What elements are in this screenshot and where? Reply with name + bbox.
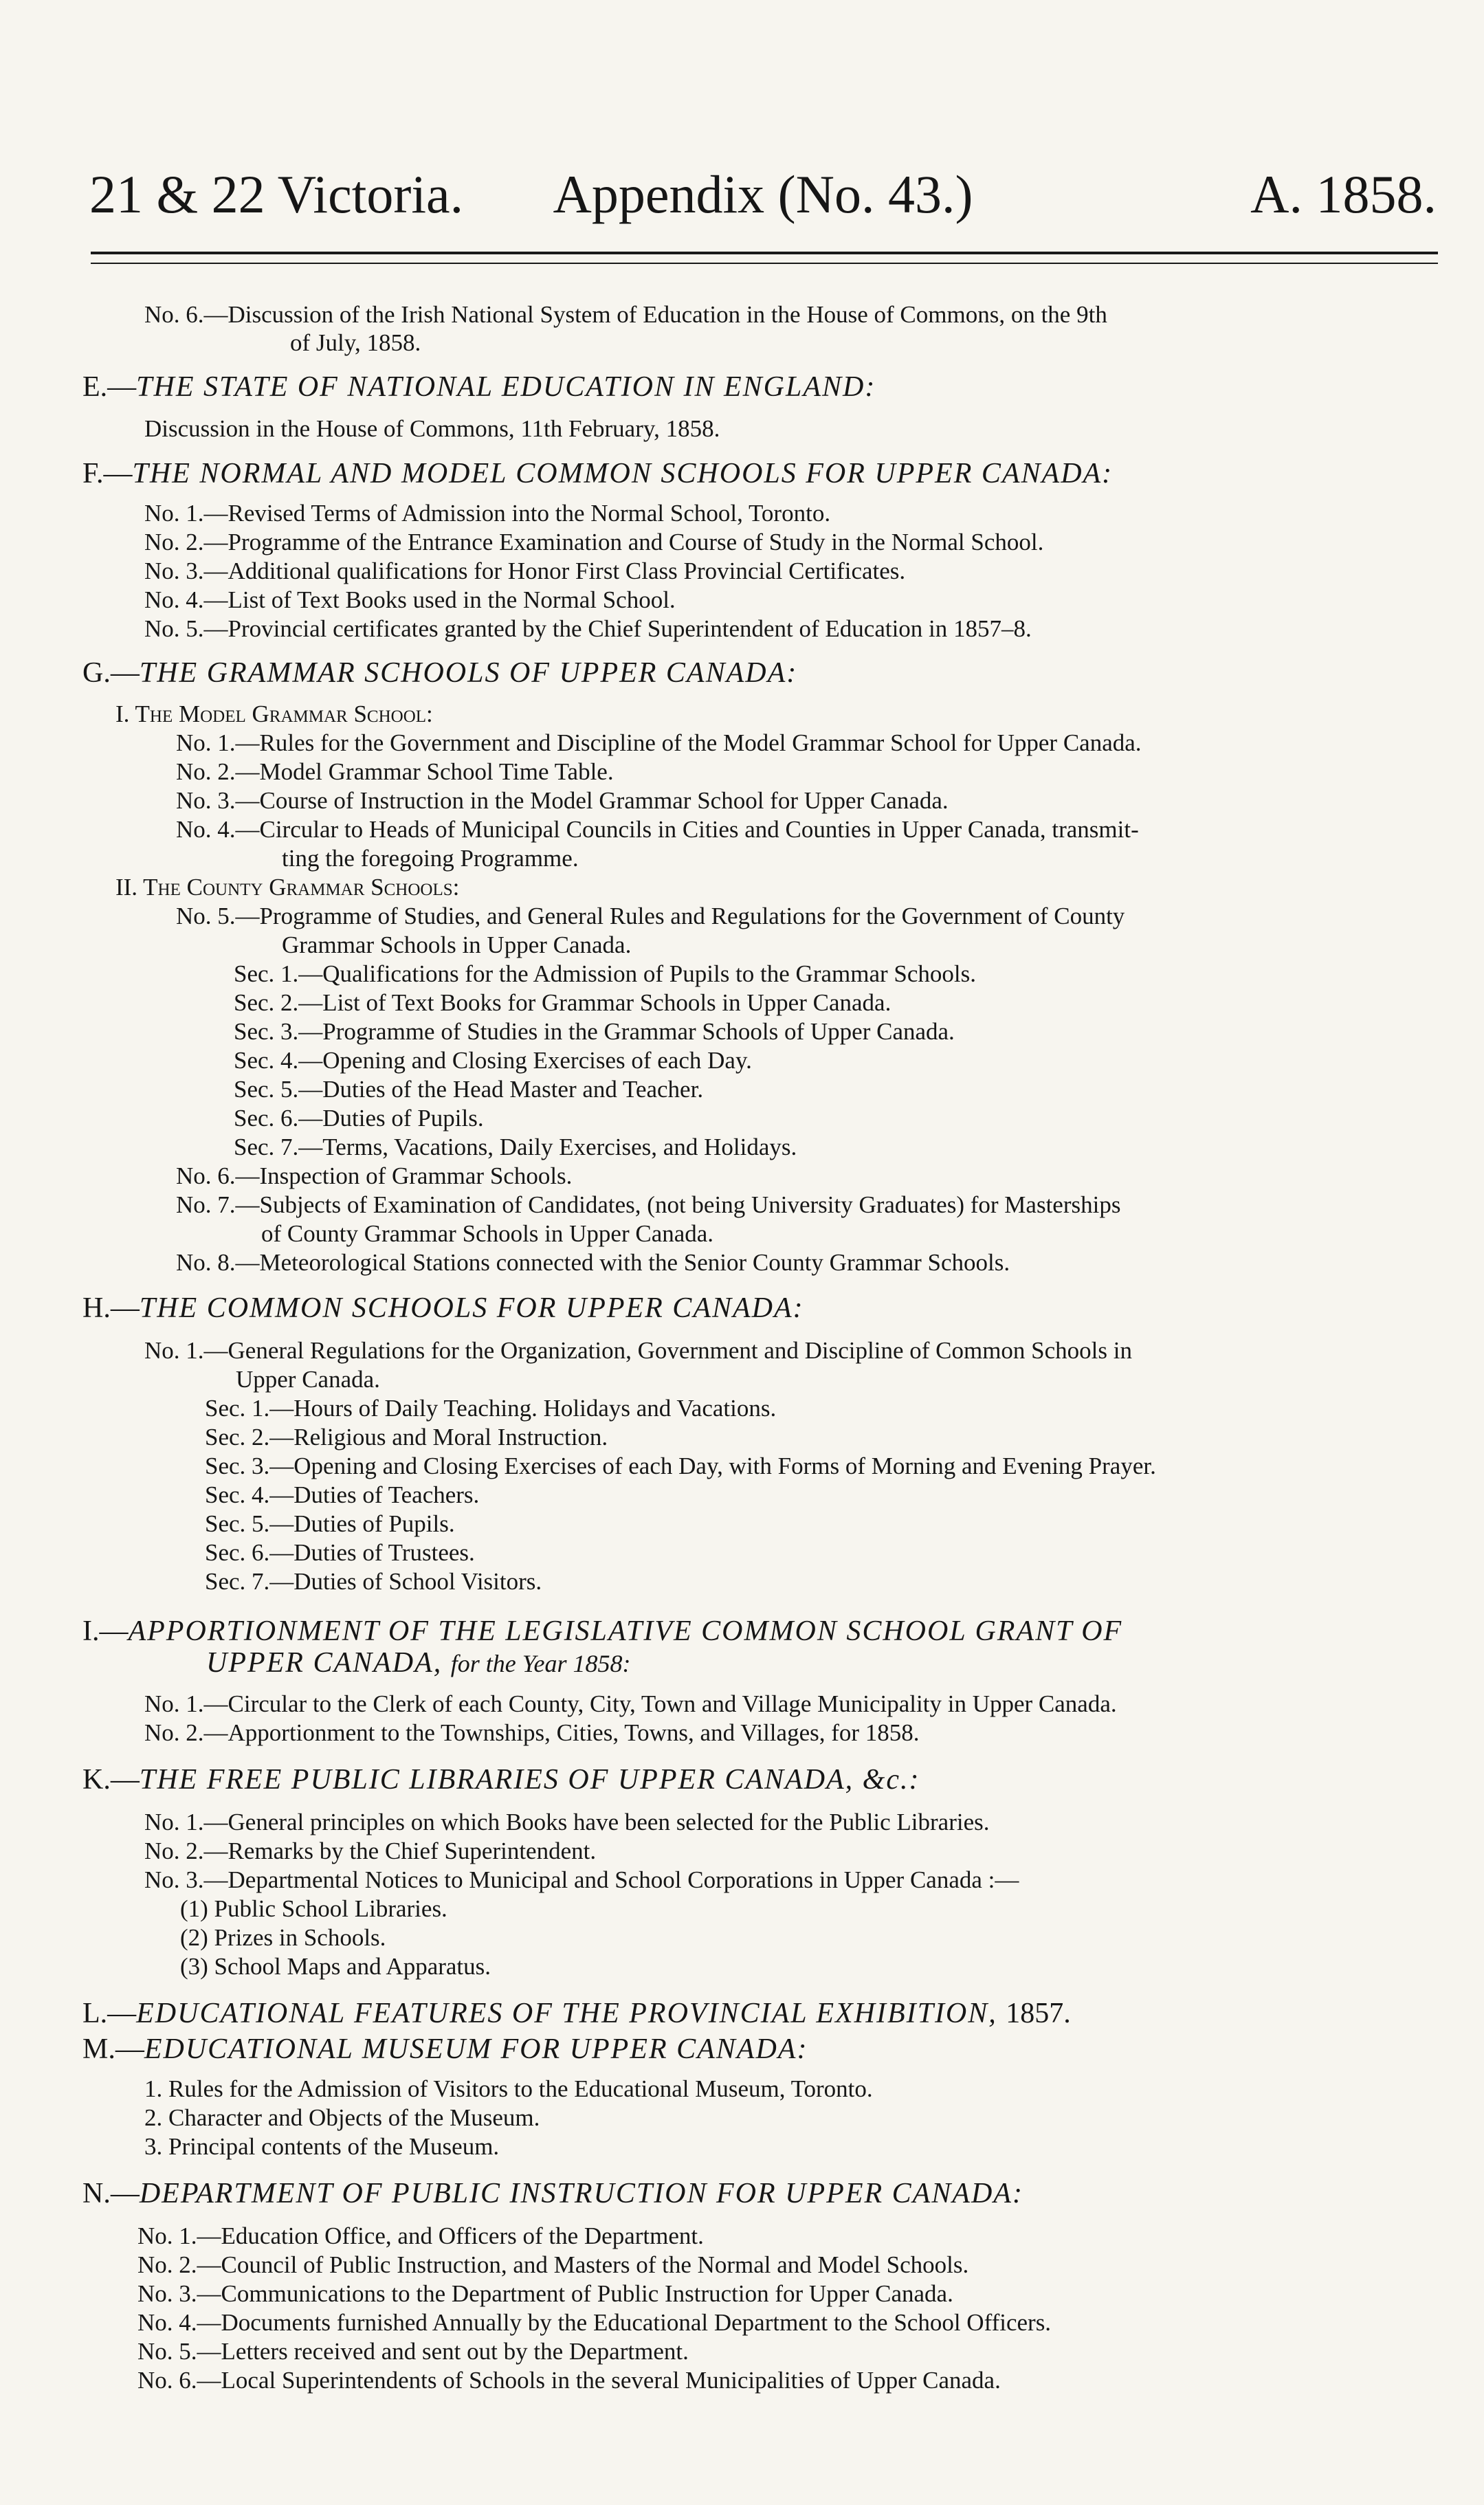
list-item: Sec. 7.—Duties of School Visitors. <box>205 1568 542 1595</box>
section-title: UPPER CANADA, <box>206 1647 443 1679</box>
list-item: No. 3.—Departmental Notices to Municipal and School Corporations in Upper Canada :— <box>144 1866 1019 1893</box>
section-year: 1857. <box>1006 1998 1071 2029</box>
section-title: EDUCATIONAL MUSEUM FOR UPPER CANADA: <box>144 2033 808 2065</box>
section-title-year: for the Year 1858: <box>450 1650 631 1677</box>
list-item: No. 1.—Circular to the Clerk of each County, City, Town and Village Municipality in Upper Canada. <box>144 1690 1117 1717</box>
list-item: No. 2.—Council of Public Instruction, and Masters of the Normal and Model Schools. <box>137 2251 969 2278</box>
list-item: Sec. 1.—Hours of Daily Teaching. Holidays and Vacations. <box>205 1395 777 1422</box>
list-item: Sec. 2.—List of Text Books for Grammar Schools in Upper Canada. <box>234 989 891 1016</box>
list-item: Sec. 3.—Programme of Studies in the Grammar Schools of Upper Canada. <box>234 1018 955 1045</box>
section-heading-i-cont <box>206 1648 630 1678</box>
header-year: A. 1858. <box>1250 164 1437 224</box>
list-item: No. 3.—Additional qualifications for Honor First Class Provincial Certificates. <box>144 558 906 584</box>
page-header <box>89 157 1437 232</box>
section-letter: E.— <box>82 371 137 403</box>
list-item: Discussion in the House of Commons, 11th February, 1858. <box>144 415 720 442</box>
section-heading-n <box>82 2179 1023 2208</box>
section-title: THE GRAMMAR SCHOOLS OF UPPER CANADA: <box>139 657 798 689</box>
list-item: 1. Rules for the Admission of Visitors to the Educational Museum, Toronto. <box>144 2075 873 2102</box>
list-item: No. 1.—Education Office, and Officers of the Department. <box>137 2222 704 2249</box>
list-item: No. 2.—Programme of the Entrance Examination and Course of Study in the Normal School. <box>144 529 1044 555</box>
section-letter: L.— <box>82 1998 137 2029</box>
list-item: No. 1.—General principles on which Books have been selected for the Public Libraries. <box>144 1809 990 1835</box>
list-item: No. 1.—Rules for the Government and Discipline of the Model Grammar School for Upper Canada. <box>176 729 1142 756</box>
section-letter: I.— <box>82 1615 129 1647</box>
list-item: No. 7.—Subjects of Examination of Candidates, (not being University Graduates) for Masterships <box>176 1191 1121 1218</box>
list-item: ting the foregoing Programme. <box>282 845 579 872</box>
list-item: No. 2.—Remarks by the Chief Superintendent. <box>144 1838 597 1864</box>
section-title: EDUCATIONAL FEATURES OF THE PROVINCIAL EXHIBITION, <box>136 1998 997 2029</box>
list-item: 2. Character and Objects of the Museum. <box>144 2104 540 2131</box>
list-item: of County Grammar Schools in Upper Canada. <box>261 1220 714 1247</box>
section-heading-h <box>82 1294 804 1323</box>
list-item: Upper Canada. <box>236 1366 380 1393</box>
list-item: (2) Prizes in Schools. <box>180 1924 386 1951</box>
section-title: THE STATE OF NATIONAL EDUCATION IN ENGLAND: <box>136 371 876 403</box>
list-item: No. 8.—Meteorological Stations connected with the Senior County Grammar Schools. <box>176 1249 1010 1276</box>
subsection-heading: II. The County Grammar Schools: <box>115 874 460 901</box>
section-letter: N.— <box>82 2178 140 2209</box>
list-item: Sec. 6.—Duties of Pupils. <box>234 1105 484 1132</box>
section-letter: K.— <box>82 1764 140 1796</box>
list-item: No. 3.—Communications to the Department of Public Instruction for Upper Canada. <box>137 2280 953 2307</box>
section-title: APPORTIONMENT OF THE LEGISLATIVE COMMON SCHOOL GRANT OF <box>128 1615 1123 1647</box>
list-item: of July, 1858. <box>290 329 421 356</box>
list-item: No. 2.—Model Grammar School Time Table. <box>176 758 614 785</box>
section-heading-k <box>82 1765 920 1794</box>
list-item: No. 4.—List of Text Books used in the Normal School. <box>144 586 676 613</box>
header-session: 21 & 22 Victoria. <box>89 164 464 224</box>
list-item: Grammar Schools in Upper Canada. <box>282 931 632 958</box>
list-item: Sec. 3.—Opening and Closing Exercises of each Day, with Forms of Morning and Evening Prayer. <box>205 1453 1156 1479</box>
section-letter: G.— <box>82 657 140 689</box>
list-item: Sec. 1.—Qualifications for the Admission of Pupils to the Grammar Schools. <box>234 960 977 987</box>
list-item: No. 6.—Inspection of Grammar Schools. <box>176 1162 573 1189</box>
section-heading-f <box>82 459 1113 488</box>
section-heading-e <box>82 373 876 401</box>
section-title: THE FREE PUBLIC LIBRARIES OF UPPER CANADA, &c.: <box>139 1764 920 1796</box>
section-title: THE COMMON SCHOOLS FOR UPPER CANADA: <box>139 1292 804 1324</box>
list-item: No. 6.—Discussion of the Irish National System of Education in the House of Commons, on the 9th <box>144 301 1107 328</box>
section-heading-m <box>82 2035 808 2064</box>
header-rule-thin <box>91 263 1438 264</box>
header-appendix: Appendix (No. 43.) <box>553 164 973 224</box>
list-item: No. 5.—Provincial certificates granted by the Chief Superintendent of Education in 1857–8. <box>144 615 1032 642</box>
list-item: Sec. 2.—Religious and Moral Instruction. <box>205 1424 608 1450</box>
section-letter: F.— <box>82 458 133 489</box>
section-letter: M.— <box>82 2033 144 2065</box>
list-item: No. 6.—Local Superintendents of Schools in the several Municipalities of Upper Canada. <box>137 2367 1001 2394</box>
list-item: No. 3.—Course of Instruction in the Model Grammar School for Upper Canada. <box>176 787 949 814</box>
list-item: 3. Principal contents of the Museum. <box>144 2133 500 2160</box>
list-item: Sec. 4.—Duties of Teachers. <box>205 1481 480 1508</box>
list-item: No. 5.—Programme of Studies, and General Rules and Regulations for the Government of County <box>176 903 1125 929</box>
list-item: No. 5.—Letters received and sent out by the Department. <box>137 2338 689 2365</box>
list-item: Sec. 7.—Terms, Vacations, Daily Exercises, and Holidays. <box>234 1134 797 1160</box>
subsection-heading: I. The Model Grammar School: <box>115 700 433 727</box>
section-heading-i <box>82 1617 1122 1646</box>
list-item: No. 1.—General Regulations for the Organization, Government and Discipline of Common Schools in <box>144 1337 1132 1364</box>
list-item: No. 1.—Revised Terms of Admission into the Normal School, Toronto. <box>144 500 831 527</box>
header-rule-thick <box>91 252 1438 254</box>
section-letter: H.— <box>82 1292 140 1324</box>
list-item: Sec. 6.—Duties of Trustees. <box>205 1539 475 1566</box>
list-item: Sec. 4.—Opening and Closing Exercises of each Day. <box>234 1047 752 1074</box>
list-item: (1) Public School Libraries. <box>180 1895 447 1922</box>
list-item: No. 4.—Documents furnished Annually by the Educational Department to the School Officers. <box>137 2309 1052 2336</box>
section-heading-g <box>82 659 797 687</box>
list-item: Sec. 5.—Duties of Pupils. <box>205 1510 455 1537</box>
list-item: No. 2.—Apportionment to the Townships, Cities, Towns, and Villages, for 1858. <box>144 1719 920 1746</box>
list-item: Sec. 5.—Duties of the Head Master and Teacher. <box>234 1076 704 1103</box>
section-title: THE NORMAL AND MODEL COMMON SCHOOLS FOR UPPER CANADA: <box>132 458 1114 489</box>
section-title: DEPARTMENT OF PUBLIC INSTRUCTION FOR UPPER CANADA: <box>139 2178 1023 2209</box>
list-item: No. 4.—Circular to Heads of Municipal Councils in Cities and Counties in Upper Canada, transmit- <box>176 816 1139 843</box>
list-item: (3) School Maps and Apparatus. <box>180 1953 491 1980</box>
section-heading-l <box>82 1999 1071 2028</box>
